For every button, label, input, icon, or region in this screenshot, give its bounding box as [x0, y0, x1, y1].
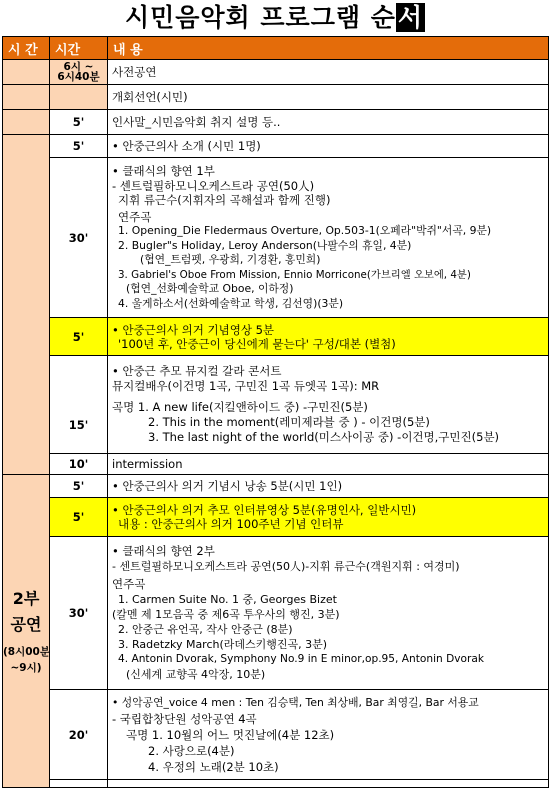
- content-line: 사전공연: [112, 65, 157, 79]
- part2-label: 2부: [12, 589, 40, 608]
- table-row: [3, 690, 549, 780]
- title-last-char: 서: [397, 3, 424, 32]
- content-line: • 안중근의사 의거 기념영상 5분: [112, 322, 275, 337]
- content-line: 2. This in the moment(레미제라블 중 ) - 이건명(5분): [148, 415, 430, 429]
- content-line: '100년 후, 안중근이 당신에게 묻는다' 구성/대본 (별첨): [118, 336, 396, 351]
- content-line: (칼멘 제 1모음곡 중 제6곡 투우사의 행진, 3분): [112, 608, 340, 621]
- content-line: 2. Bugler"s Holiday, Leroy Anderson(나팔수의 휴일, 4분): [118, 238, 412, 252]
- content-cell: [108, 537, 549, 690]
- time-cell: 5': [50, 498, 108, 537]
- table-row: [3, 158, 549, 318]
- content-line: 연주곡: [118, 209, 152, 224]
- part-cell: [3, 60, 50, 85]
- table-row: [3, 498, 549, 537]
- content-line: 3. Radetzky March(라데스키행진곡, 3분): [118, 638, 328, 651]
- time-cell: [50, 60, 108, 85]
- time-cell: [50, 85, 108, 110]
- content-line: 인사말_시민음악회 취지 설명 등..: [112, 115, 281, 129]
- header-row: [3, 37, 549, 60]
- content-line: • 성악공연_voice 4 men : Ten 김승택, Ten 최상배, Bar 최영길, Bar 서용교: [112, 695, 479, 709]
- content-line: (협연_트럼펫, 우광희, 기경환, 홍민희): [140, 253, 321, 266]
- content-line: - 국립합창단원 성악공연 4곡: [112, 711, 257, 726]
- part2-time: (8시00분: [3, 646, 51, 658]
- time-cell: 30': [50, 537, 108, 690]
- part2-cell: [3, 475, 50, 788]
- content-line: • 안중근의사 의거 추모 인터뷰영상 5분(유명인사, 일반시민): [112, 503, 417, 517]
- part-cell: [3, 110, 50, 135]
- table-row: [3, 475, 549, 498]
- time-text: 6시40분: [57, 71, 100, 83]
- content-line: 3. Gabriel's Oboe From Mission, Ennio Morricone(가브리엘 오보에, 4분): [118, 268, 471, 281]
- table-row: [3, 780, 549, 788]
- content-cell: [108, 690, 549, 780]
- table-row: [3, 356, 549, 454]
- time-cell: 30': [50, 158, 108, 318]
- content-cell: [108, 356, 549, 454]
- content-line: 연주곡: [112, 577, 146, 591]
- content-line: - 센트럴필하모니오케스트라 공연(50人)-지휘 류근수(객원지휘 : 여경미): [112, 560, 460, 573]
- time-cell: 5': [50, 318, 108, 356]
- content-cell: [108, 158, 549, 318]
- content-line: 내용 : 안중근의사 의거 100주년 기념 인터뷰: [118, 517, 344, 531]
- content-cell: [108, 780, 549, 788]
- content-line: 곡명 1. 10월의 어느 멋진날에(4분 12초): [126, 727, 335, 742]
- content-line: intermission: [112, 457, 183, 471]
- content-cell: [108, 454, 549, 475]
- content-line: 1. Carmen Suite No. 1 중, Georges Bizet: [118, 593, 337, 606]
- time-text: 6시 ~: [63, 61, 94, 73]
- table-row: [3, 454, 549, 475]
- table-row: [3, 318, 549, 356]
- time-cell: 5': [50, 110, 108, 135]
- content-line: 4. Antonin Dvorak, Symphony No.9 in E minor,op.95, Antonin Dvorak: [118, 653, 484, 665]
- content-cell: [108, 60, 549, 85]
- content-line: • 클래식의 향연 1부: [112, 164, 215, 178]
- part2-label: 공연: [10, 615, 42, 634]
- content-cell: [108, 498, 549, 537]
- time-cell: 15': [50, 356, 108, 454]
- content-line: 4. 우정의 노래(2분 10초): [148, 759, 279, 774]
- part2-time: ~9시): [10, 662, 42, 674]
- table-row: [3, 537, 549, 690]
- time-cell: 5': [50, 475, 108, 498]
- time-cell: 20': [50, 690, 108, 780]
- table-row: [3, 60, 549, 85]
- header-col3: 내 용: [108, 37, 549, 60]
- time-cell: [50, 780, 108, 788]
- part1-cell: [3, 135, 50, 475]
- content-line: - 센트럴필하모니오케스트라 공연(50人): [112, 178, 315, 193]
- title-main: 시민음악회 프로그램 순: [124, 3, 396, 32]
- table-row: [3, 85, 549, 110]
- header-col2: 시간: [50, 37, 108, 60]
- content-line: (협연_선화예술학교 Oboe, 이하정): [126, 282, 294, 295]
- part-cell: [3, 85, 50, 110]
- table-row: [3, 110, 549, 135]
- content-line: 3. The last night of the world(미스사이공 중) -이건명,구민진(5분): [148, 430, 500, 444]
- time-cell: 10': [50, 454, 108, 475]
- content-cell: [108, 85, 549, 110]
- content-line: 2. 안중근 유언곡, 작사 안중근 (8분): [118, 623, 293, 636]
- content-cell: [108, 110, 549, 135]
- content-line: 4. 울게하소서(선화예술학교 학생, 김선영)(3분): [118, 296, 344, 310]
- content-line: • 안중근 추모 뮤지컬 갈라 콘서트: [112, 364, 282, 378]
- content-line: 곡명 1. A new life(지킬앤하이드 중) -구민진(5분): [112, 400, 368, 414]
- time-cell: 5': [50, 135, 108, 158]
- content-cell: [108, 475, 549, 498]
- content-line: (신세계 교향곡 4악장, 10분): [126, 668, 266, 681]
- content-line: 2. 사랑으로(4분): [148, 743, 235, 758]
- content-line: • 안중근의사 의거 기념시 낭송 5분(시민 1인): [112, 479, 343, 493]
- content-line: 뮤지컬배우(이건명 1곡, 구민진 1곡 듀엣곡 1곡): MR: [112, 379, 380, 393]
- content-line: 1. Opening_Die Fledermaus Overture, Op.503-1(오페라"박쥐"서곡, 9분): [118, 224, 492, 237]
- content-line: • 클래식의 향연 2부: [112, 544, 215, 558]
- content-cell: [108, 135, 549, 158]
- content-line: 개회선언(시민): [112, 90, 188, 104]
- content-line: 지휘 류근수(지휘자의 곡해설과 함께 진행): [118, 193, 331, 207]
- table-row: [3, 135, 549, 158]
- content-line: • 안중근의사 소개 (시민 1명): [112, 139, 261, 153]
- header-col1: 시 간: [3, 37, 50, 60]
- content-cell: [108, 318, 549, 356]
- page-title: [0, 0, 550, 36]
- program-table: [2, 36, 549, 788]
